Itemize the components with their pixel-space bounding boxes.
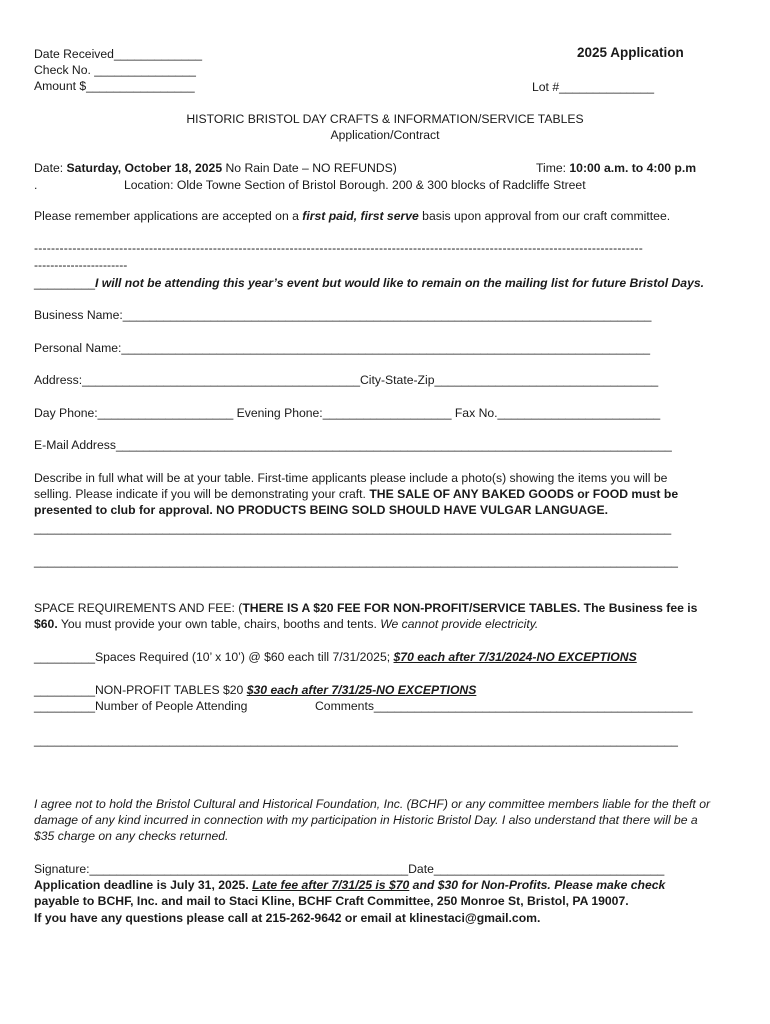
nonprofit-late-note: and $30 for Non-Profits. Please make check	[409, 878, 666, 892]
liability-agreement-2: damage of any kind incurred in connection with my participation in Historic Bristol Day. I also understand that there will be a	[34, 813, 698, 827]
event-time: 10:00 a.m. to 4:00 p.m	[569, 161, 697, 175]
lot-field: Lot #______________	[532, 80, 654, 94]
electricity-note: We cannot provide electricity.	[380, 617, 539, 631]
time-label: Time:	[536, 161, 570, 175]
describe-line-2-text: selling. Please indicate if you will be demonstrating your craft.	[34, 487, 370, 501]
personal-name-field[interactable]: Personal Name:______________________________________________________________________________	[34, 341, 651, 355]
spaces-required-text: _________Spaces Required (10’ x 10’) @ $60 each till 7/31/2025;	[34, 650, 394, 664]
event-time-line	[536, 160, 696, 176]
application-year: 2025 Application	[577, 45, 684, 60]
returned-check-note: $35 charge on any checks returned.	[34, 829, 229, 843]
business-fee: $60.	[34, 617, 58, 631]
event-location: Location: Olde Towne Section of Bristol Borough. 200 & 300 blocks of Radcliffe Street	[124, 178, 586, 192]
nonprofit-tables-text: _________NON-PROFIT TABLES $20	[34, 683, 247, 697]
provide-own-note: You must provide your own table, chairs, booths and tents.	[57, 617, 381, 631]
space-requirements-line-2	[34, 616, 538, 632]
stray-dot: .	[34, 178, 38, 192]
liability-agreement-1: I agree not to hold the Bristol Cultural and Historical Foundation, Inc. (BCHF) or any committee members liable for the theft or	[34, 797, 711, 811]
signature-date-field[interactable]: Signature:_______________________________________________Date__________________________________	[34, 862, 665, 876]
form-title: HISTORIC BRISTOL DAY CRAFTS & INFORMATION/SERVICE TABLES	[186, 112, 584, 126]
space-requirements-heading	[34, 600, 697, 616]
business-name-field[interactable]: Business Name:______________________________________________________________________________	[34, 308, 652, 322]
event-date-line	[34, 160, 397, 176]
mailing-address: payable to BCHF, Inc. and mail to Staci Kline, BCHF Craft Committee, 250 Monroe St, Bristol, PA 19007.	[34, 894, 629, 908]
spaces-required-line[interactable]	[34, 649, 637, 665]
dashed-divider: -----------------------------------------------------------------------------------------------------------------------------------------------	[34, 241, 643, 255]
late-fee-note: Late fee after 7/31/25 is $70	[252, 878, 410, 892]
notice-emphasis: first paid, first serve	[302, 209, 419, 223]
describe-blank-2[interactable]: _______________________________________________________________________________________________	[34, 554, 678, 568]
deadline-text: Application deadline is July 31, 2025.	[34, 878, 253, 892]
deadline-line	[34, 877, 665, 893]
describe-blank-1[interactable]: ______________________________________________________________________________________________	[34, 521, 672, 535]
baked-goods-warning: THE SALE OF ANY BAKED GOODS or FOOD must be	[369, 487, 679, 501]
comments-blank[interactable]: _______________________________________________________________________________________________	[34, 733, 678, 747]
space-heading-text: SPACE REQUIREMENTS AND FEE: (	[34, 601, 243, 615]
describe-instructions: Describe in full what will be at your table. First-time applicants please include a photo(s) showing the items you will be	[34, 471, 668, 485]
date-received-field: Date Received_____________	[34, 47, 203, 61]
mailing-list-option	[34, 275, 704, 291]
first-paid-notice	[34, 208, 670, 224]
rain-date-note: No Rain Date – NO REFUNDS)	[222, 161, 397, 175]
nonprofit-late-fee: $30 each after 7/31/25-NO EXCEPTIONS	[246, 683, 477, 697]
notice-post: basis upon approval from our craft committee.	[418, 209, 671, 223]
address-field[interactable]: Address:_________________________________________City-State-Zip_________________________________	[34, 373, 659, 387]
contact-info: If you have any questions please call at 215-262-9642 or email at klinestaci@gmail.com.	[34, 911, 541, 925]
mailing-text: I will not be attending this year’s event but would like to remain on the mailing list for future Bristol Days.	[95, 276, 705, 290]
email-field[interactable]: E-Mail Address__________________________________________________________________________________	[34, 438, 672, 452]
mailing-blank[interactable]: _________	[34, 276, 96, 290]
event-date: Saturday, October 18, 2025	[66, 161, 223, 175]
nonprofit-fee-note: THERE IS A $20 FEE FOR NON-PROFIT/SERVICE TABLES. The Business fee is	[242, 601, 698, 615]
phone-fields[interactable]: Day Phone:____________________ Evening Phone:___________________ Fax No.________________________	[34, 406, 661, 420]
describe-line-2	[34, 486, 678, 502]
vulgar-language-warning: presented to club for approval. NO PRODUCTS BEING SOLD SHOULD HAVE VULGAR LANGUAGE.	[34, 503, 608, 517]
amount-field: Amount $________________	[34, 79, 195, 93]
notice-pre: Please remember applications are accepted on a	[34, 209, 303, 223]
date-label: Date:	[34, 161, 67, 175]
spaces-late-fee: $70 each after 7/31/2024-NO EXCEPTIONS	[393, 650, 637, 664]
form-subtitle: Application/Contract	[330, 128, 440, 142]
check-no-field: Check No. _______________	[34, 63, 196, 77]
people-attending-field[interactable]: _________Number of People Attending	[34, 699, 248, 713]
nonprofit-tables-line[interactable]	[34, 682, 476, 698]
comments-field[interactable]: Comments_______________________________________________	[315, 699, 693, 713]
dashed-divider-end: -----------------------	[34, 258, 128, 272]
